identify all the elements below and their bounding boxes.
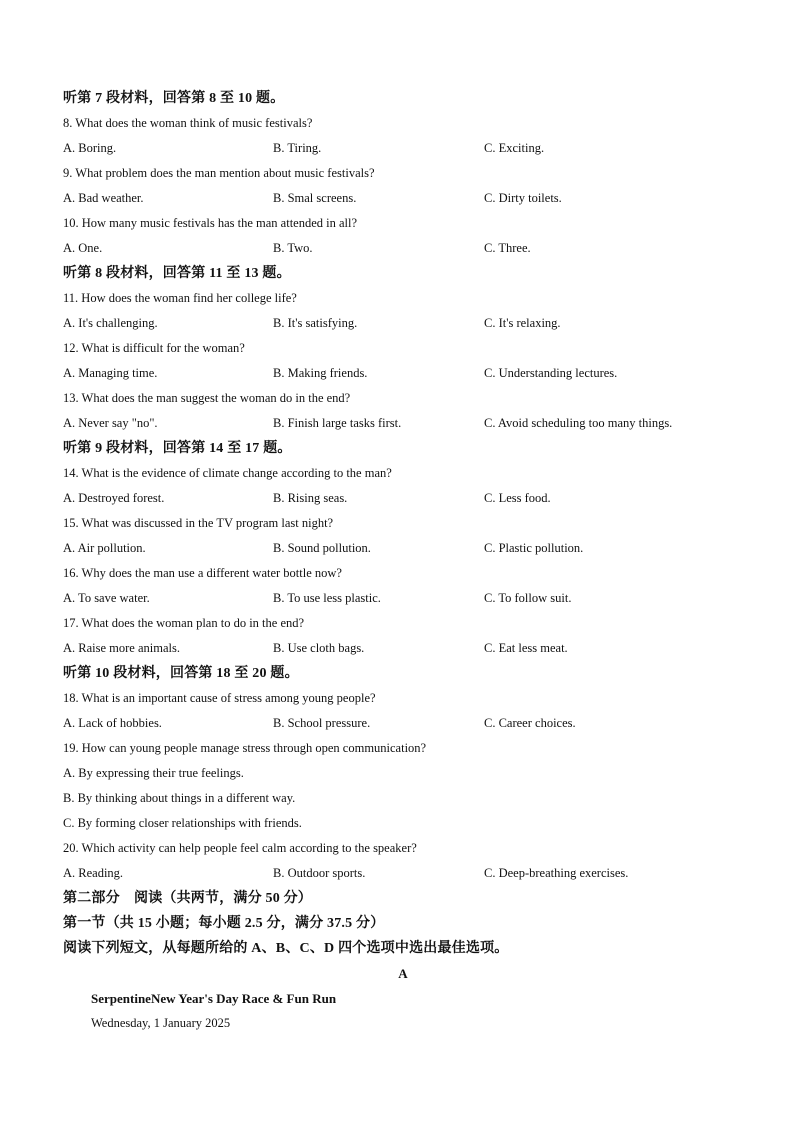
- option-c: C. Exciting.: [484, 141, 545, 155]
- options-13: [63, 411, 743, 436]
- section-heading-7: 听第 7 段材料，回答第 8 至 10 题。: [63, 91, 285, 106]
- option-c: C. Plastic pollution.: [484, 541, 584, 555]
- option-a: A. Air pollution.: [63, 541, 146, 555]
- option-c: C. Eat less meat.: [484, 641, 568, 655]
- question-18: 18. What is an important cause of stress among young people?: [63, 691, 376, 705]
- option-b: B. Two.: [273, 241, 313, 255]
- option-c: C. Avoid scheduling too many things.: [484, 416, 673, 430]
- option-b: B. Outdoor sports.: [273, 866, 366, 880]
- option-a: A. Boring.: [63, 141, 117, 155]
- question-15: 15. What was discussed in the TV program last night?: [63, 516, 334, 530]
- option-c: C. Understanding lectures.: [484, 366, 618, 380]
- options-11: [63, 311, 743, 336]
- reading-instruction: 阅读下列短文，从每题所给的 A、B、C、D 四个选项中选出最佳选项。: [63, 941, 509, 956]
- question-13: 13. What does the man suggest the woman do in the end?: [63, 391, 351, 405]
- passage-date: Wednesday, 1 January 2025: [91, 1016, 231, 1030]
- options-10: [63, 236, 743, 261]
- options-12: [63, 361, 743, 386]
- option-a: A. To save water.: [63, 591, 150, 605]
- question-11: 11. How does the woman find her college life?: [63, 291, 297, 305]
- options-9: [63, 186, 743, 211]
- question-19: 19. How can young people manage stress through open communication?: [63, 741, 427, 755]
- option-a: A. Raise more animals.: [63, 641, 180, 655]
- option-b: B. School pressure.: [273, 716, 371, 730]
- option-b: B. Smal screens.: [273, 191, 357, 205]
- option-c: C. To follow suit.: [484, 591, 572, 605]
- option-b: B. Finish large tasks first.: [273, 416, 402, 430]
- options-18: [63, 711, 743, 736]
- question-12: 12. What is difficult for the woman?: [63, 341, 245, 355]
- passage-title: SerpentineNew Year's Day Race & Fun Run: [91, 991, 337, 1006]
- option-a: A. It's challenging.: [63, 316, 158, 330]
- question-8: 8. What does the woman think of music festivals?: [63, 116, 313, 130]
- section-heading-8: 听第 8 段材料，回答第 11 至 13 题。: [63, 266, 291, 281]
- option-b: B. Use cloth bags.: [273, 641, 365, 655]
- passage-letter: A: [398, 966, 408, 981]
- option-a: A. Reading.: [63, 866, 124, 880]
- option-19-c: C. By forming closer relationships with friends.: [63, 816, 302, 830]
- part-two-title: 第二部分 阅读（共两节，满分 50 分）: [63, 891, 312, 906]
- exam-page: [63, 86, 743, 1036]
- options-15: [63, 536, 743, 561]
- question-20: 20. Which activity can help people feel calm according to the speaker?: [63, 841, 417, 855]
- option-b: B. Sound pollution.: [273, 541, 371, 555]
- option-a: A. Never say "no".: [63, 416, 158, 430]
- option-a: A. Destroyed forest.: [63, 491, 165, 505]
- question-14: 14. What is the evidence of climate change according to the man?: [63, 466, 392, 480]
- question-10: 10. How many music festivals has the man attended in all?: [63, 216, 358, 230]
- option-c: C. Career choices.: [484, 716, 576, 730]
- options-14: [63, 486, 743, 511]
- options-8: [63, 136, 743, 161]
- option-c: C. It's relaxing.: [484, 316, 561, 330]
- option-b: B. Tiring.: [273, 141, 322, 155]
- option-c: C. Dirty toilets.: [484, 191, 562, 205]
- option-a: A. One.: [63, 241, 103, 255]
- option-c: C. Deep-breathing exercises.: [484, 866, 629, 880]
- option-b: B. Making friends.: [273, 366, 368, 380]
- option-c: C. Less food.: [484, 491, 551, 505]
- option-a: A. Lack of hobbies.: [63, 716, 162, 730]
- option-b: B. Rising seas.: [273, 491, 348, 505]
- option-19-a: A. By expressing their true feelings.: [63, 766, 244, 780]
- options-20: [63, 861, 743, 886]
- question-17: 17. What does the woman plan to do in the end?: [63, 616, 305, 630]
- option-c: C. Three.: [484, 241, 531, 255]
- question-16: 16. Why does the man use a different water bottle now?: [63, 566, 342, 580]
- option-b: B. To use less plastic.: [273, 591, 381, 605]
- question-9: 9. What problem does the man mention about music festivals?: [63, 166, 375, 180]
- section-heading-10: 听第 10 段材料，回答第 18 至 20 题。: [63, 666, 299, 681]
- section-one-title: 第一节（共 15 小题；每小题 2.5 分，满分 37.5 分）: [63, 916, 385, 931]
- section-heading-9: 听第 9 段材料，回答第 14 至 17 题。: [63, 441, 292, 456]
- options-16: [63, 586, 743, 611]
- option-a: A. Bad weather.: [63, 191, 144, 205]
- option-19-b: B. By thinking about things in a different way.: [63, 791, 296, 805]
- option-a: A. Managing time.: [63, 366, 158, 380]
- options-17: [63, 636, 743, 661]
- option-b: B. It's satisfying.: [273, 316, 358, 330]
